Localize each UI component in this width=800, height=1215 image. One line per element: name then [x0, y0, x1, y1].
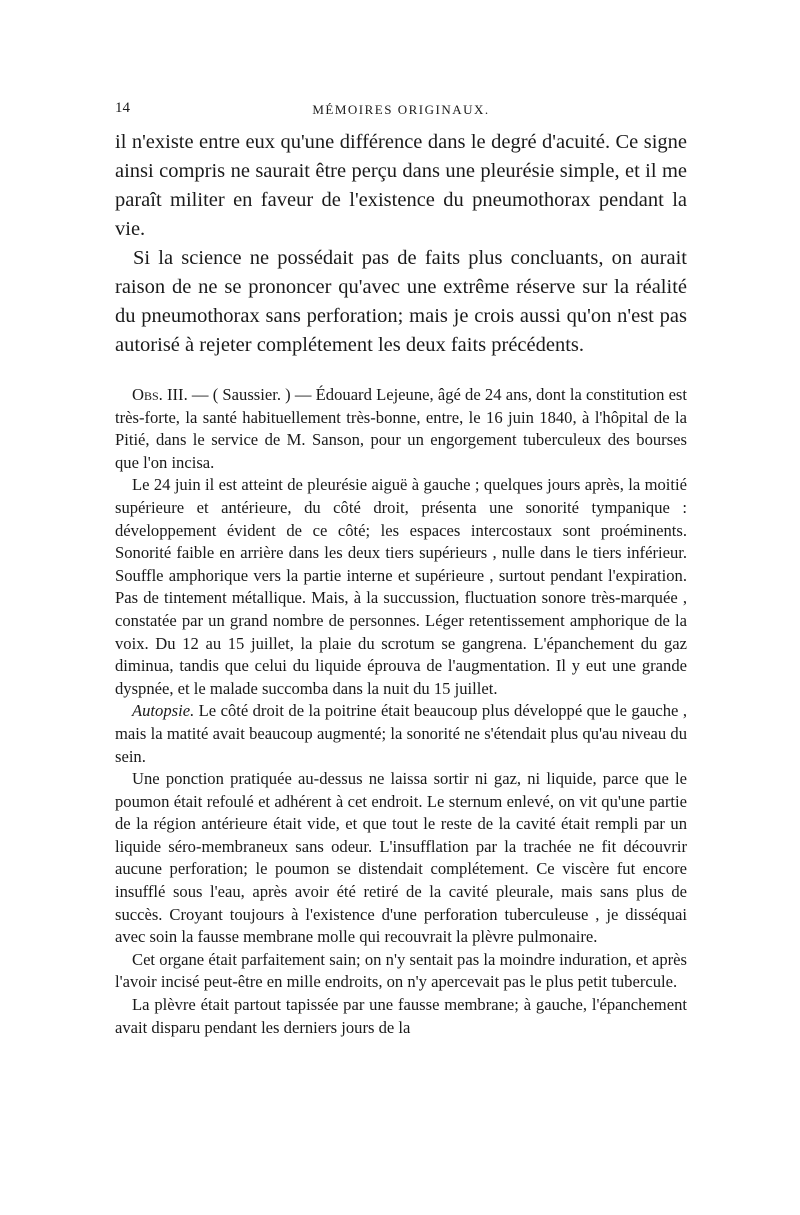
observation-paragraph: Le 24 juin il est atteint de pleurésie aiguë à gauche ; quelques jours après, la moitié supérieure et antérieure, du côté droit, présenta une sonorité tympanique : développement évident de ce côté; les espaces intercostaux sont proéminents. Sonorité faible en arrière dans les deux tiers supérieurs , nulle dans le tiers inférieur. Souffle amphorique vers la partie interne et supérieure , surtout pendant l'expiration. Pas de tintement métallique. Mais, à la succussion, fluctuation sonore très-marquée , constatée par un grand nombre de personnes. Léger retentissement amphorique de la voix. Du 12 au 15 juillet, la plaie du scrotum se gangrena. L'épanchement du gaz diminua, tandis que celui du liquide éprouva de l'augmentation. Il y eut une grande dyspnée, et le malade succomba dans la nuit du 15 juillet.	[115, 475, 687, 698]
running-head	[115, 100, 687, 128]
observation-paragraph: Cet organe était parfaitement sain; on n'y sentait pas la moindre induration, et après l'avoir incisé peut-être en mille endroits, on n'y apercevait pas le plus petit tubercule.	[115, 949, 687, 992]
observation-paragraph	[115, 700, 687, 768]
autopsie-label: Autopsie.	[132, 701, 195, 721]
observation-label: Obs. III.	[132, 385, 188, 404]
main-text	[115, 128, 687, 360]
observation-paragraph	[115, 384, 687, 474]
paragraph: Si la science ne possédait pas de faits plus concluants, on aurait raison de ne se prononcer qu'avec une extrême réserve sur la réalité du pneumothorax sans perforation; mais je crois aussi qu'on n'est pas autorisé à rejeter complétement les deux faits précédents.	[115, 247, 687, 356]
observation-paragraph: La plèvre était partout tapissée par une fausse membrane; à gauche, l'épanchement avait disparu pendant les derniers jours de la	[115, 995, 687, 1037]
page-number: 14	[115, 100, 130, 116]
page	[115, 100, 687, 1039]
observation-lead: — ( Saussier. ) — Édouard Lejeune, âgé de 24 ans, dont la constitution est très-forte, la santé habituellement très-bonne, entre, le 16 juin 1840, à l'hôpital de la Pitié, dans le service de M. Sanson, pour un engorgement tuberculeux des bourses que l'on incisa.	[115, 385, 688, 472]
running-title: MÉMOIRES ORIGINAUX.	[312, 102, 490, 117]
paragraph: il n'existe entre eux qu'une différence dans le degré d'acuité. Ce signe ainsi compris ne saurait être perçu dans une pleurésie simple, et il me paraît militer en faveur de l'existence du pneumothorax pendant la vie.	[115, 131, 687, 240]
autopsie-text: Le côté droit de la poitrine était beaucoup plus développé que le gauche , mais la matité avait beaucoup augmenté; la sonorité ne s'étendait plus qu'au niveau du sein.	[115, 701, 687, 766]
observation-paragraph: Une ponction pratiquée au-dessus ne laissa sortir ni gaz, ni liquide, parce que le poumon était refoulé et adhérent à cet endroit. Le sternum enlevé, on vit qu'une partie de la région antérieure était vide, et que tout le reste de la cavité était rempli par un liquide séro-membraneux sans odeur. L'insufflation par la trachée ne fit découvrir aucune perforation; le poumon se distendait complétement. Ce viscère fut encore insufflé sous l'eau, après avoir été retiré de la cavité pleurale, mais sans plus de succès. Croyant toujours à l'existence d'une perforation tuberculeuse , je disséquai avec soin la fausse membrane molle qui recouvrait la plèvre pulmonaire.	[115, 769, 687, 947]
section-gap	[115, 360, 687, 384]
observation-block	[115, 384, 687, 1039]
